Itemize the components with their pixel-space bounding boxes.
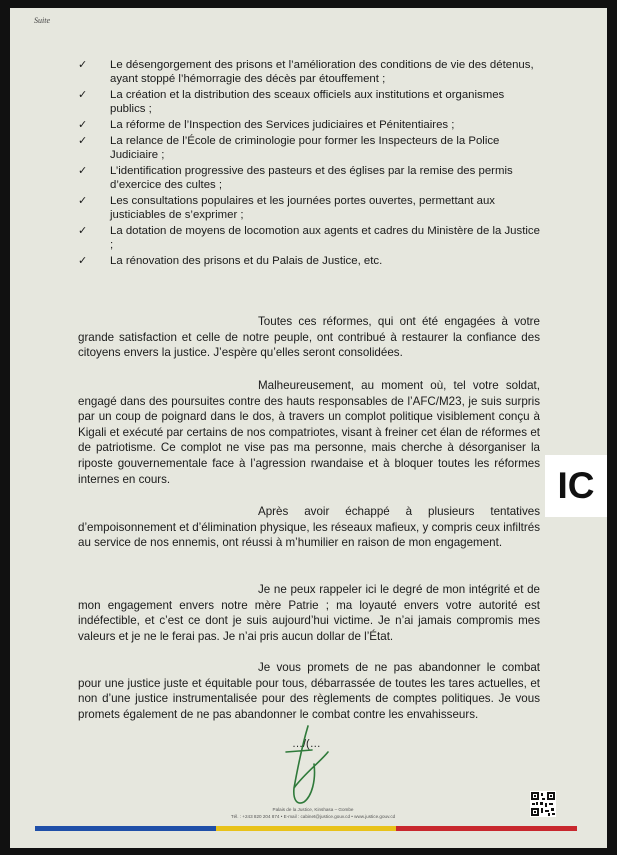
page-continuation-label: Suite [34, 16, 50, 25]
flag-stripe-blue [35, 826, 216, 831]
list-item-text: La réforme de l’Inspection des Services judiciaires et Pénitentiaires ; [110, 119, 455, 131]
list-item [78, 118, 540, 132]
signature-dots: …/(… [292, 738, 321, 750]
paragraph-reforms-conclusion: Toutes ces réformes, qui ont été engagées à votre grande satisfaction et celle de notre peuple, ont contribué à restaurer la confiance des citoyens envers la justice. J’espère qu’elles seront consolidées. [78, 315, 540, 360]
footer-address: Palais de la Justice, Kinshasa – Gombe [272, 807, 354, 812]
list-item-text: La rénovation des prisons et du Palais de Justice, etc. [110, 254, 383, 267]
list-item-text: Les consultations populaires et les journées portes ouvertes, permettant aux justiciables de s’exprimer ; [110, 194, 495, 221]
list-item-text: Le désengorgement des prisons et l’amélioration des conditions de vie des détenus, ayant stoppé l’hémorragie des décès par étouffement ; [110, 59, 534, 86]
handwritten-signature [268, 722, 338, 812]
paragraph-promesse: Je vous promets de ne pas abandonner le combat pour une justice juste et équitable pour tous, débarrassée de toutes les tares actuelles, et non d’une justice instrumentalisée pour des règlements de comptes politiques. Je vous promets également de ne pas abandonner le combat contre les envahisseurs. [78, 661, 540, 721]
reforms-list [78, 58, 540, 270]
list-item-text: La dotation de moyens de locomotion aux agents et cadres du Ministère de la Justice ; [110, 224, 540, 251]
list-item-text: La relance de l’École de criminologie pour former les Inspecteurs de la Police Judiciaire ; [110, 134, 500, 161]
checkmark-icon: ✓ [78, 134, 88, 147]
list-item [78, 164, 540, 192]
paragraph-integrite: Je ne peux rappeler ici le degré de mon intégrité et de mon engagement envers notre mère Patrie ; ma loyauté envers votre autorité est indéfectible, et c’est ce dont je suis aujourd’hui victime. Je n’ai jamais compromis mes valeurs et je ne le ferai pas. Je n’ai pris aucun dollar de l’État. [78, 583, 540, 643]
list-item [78, 134, 540, 162]
checkmark-icon: ✓ [78, 89, 88, 101]
checkmark-icon: ✓ [78, 254, 88, 267]
list-item [78, 88, 540, 116]
paragraph-tentatives: Après avoir échappé à plusieurs tentatives d’empoisonnement et d’élimination physique, les réseaux mafieux, y compris ceux infiltrés au service de nos ennemis, ont réussi à m’humilier en raison de mon engagement. [78, 505, 540, 550]
footer-contact-block [188, 806, 438, 820]
list-item-text: La création et la distribution des sceaux officiels aux institutions et organismes publics ; [110, 89, 505, 116]
paragraph-complot: Malheureusement, au moment où, tel votre soldat, engagé dans des poursuites contre des hauts responsables de l’AFC/M23, je suis surpris par un coup de poignard dans le dos, à travers un complot politique visiblement conçu à Kigali et exécuté par certains de nos compatriotes, visant à freiner cet élan de réformes et de patriotisme. Ce complot ne vise pas ma personne, mais cherche à désorganiser la riposte gouvernementale face à l’agression rwandaise et à bloquer toutes les réformes internes en cours. [78, 379, 540, 486]
flag-stripe-red [396, 826, 577, 831]
list-item [78, 194, 540, 222]
checkmark-icon: ✓ [78, 164, 88, 177]
checkmark-icon: ✓ [78, 119, 88, 131]
list-item [78, 224, 540, 252]
list-item-text: L’identification progressive des pasteurs et des églises par la remise des permis d’exercice des cultes ; [110, 164, 513, 191]
qr-code-icon [530, 791, 556, 817]
checkmark-icon: ✓ [78, 59, 88, 71]
watermark-badge: IC [545, 455, 607, 517]
flag-color-stripe [35, 826, 577, 831]
footer-contact: Tél. : +243 820 204 874 • E-mail : cabinet@justice.gouv.cd • www.justice.gouv.cd [230, 814, 396, 819]
flag-stripe-yellow [216, 826, 397, 831]
list-item [78, 254, 540, 268]
checkmark-icon: ✓ [78, 224, 88, 237]
list-item [78, 58, 540, 86]
checkmark-icon: ✓ [78, 194, 88, 207]
